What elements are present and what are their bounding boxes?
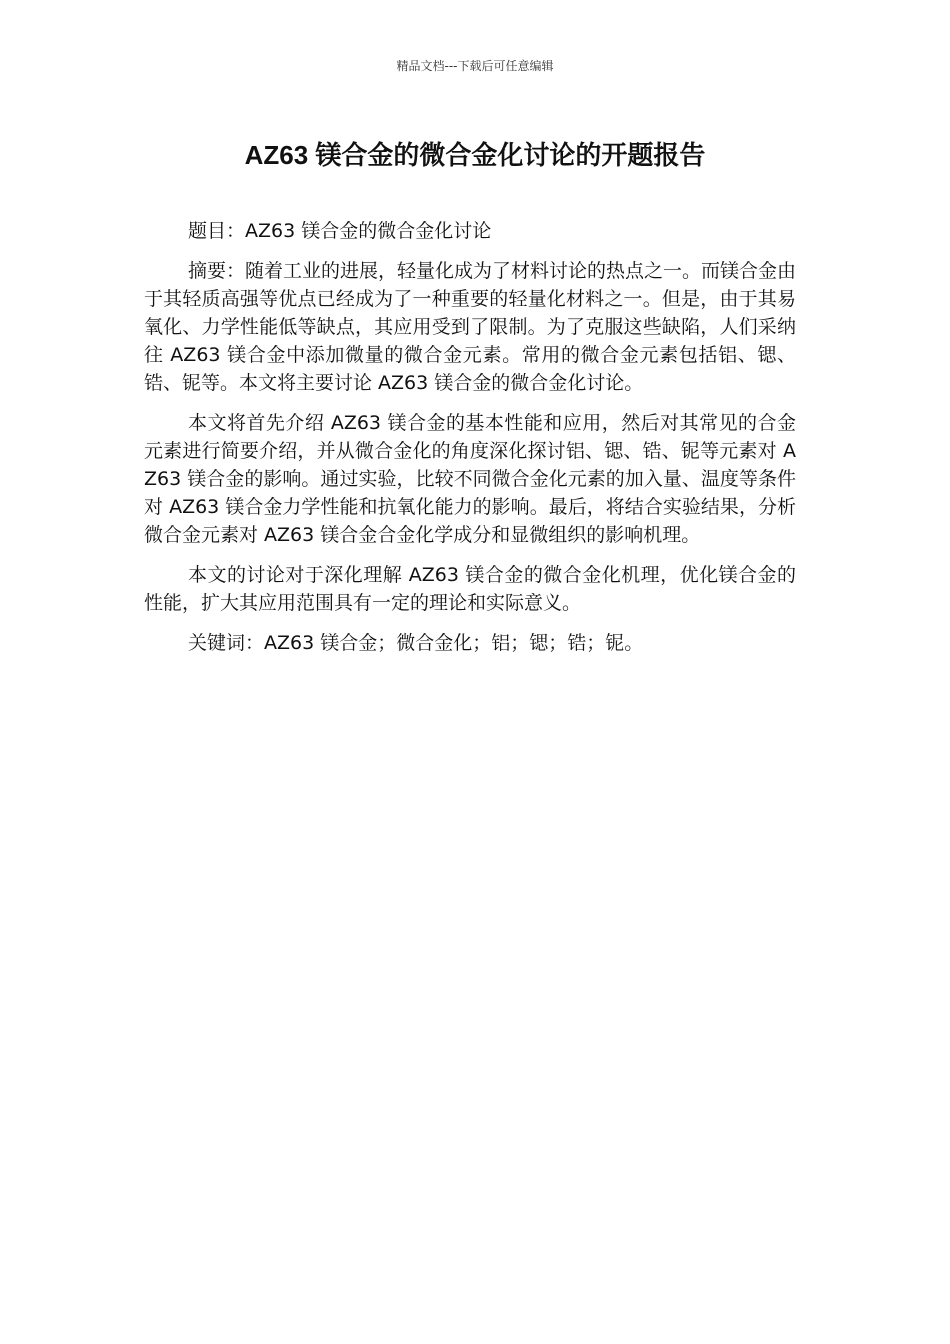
header-note: 精品文档---下载后可任意编辑 (396, 59, 554, 73)
keywords-line: 关键词：AZ63 镁合金；微合金化；铝；锶；锆；铌。 (188, 632, 644, 654)
body-paragraph-2: 本文的讨论对于深化理解 AZ63 镁合金的微合金化机理，优化镁合金的性能，扩大其应用范围具有一定的理论和实际意义。 (144, 564, 796, 614)
document-title: AZ63 镁合金的微合金化讨论的开题报告 (244, 140, 706, 170)
document-body (144, 217, 796, 669)
topic-line: 题目：AZ63 镁合金的微合金化讨论 (188, 220, 492, 242)
body-paragraph-1: 本文将首先介绍 AZ63 镁合金的基本性能和应用，然后对其常见的合金元素进行简要介绍，并从微合金化的角度深化探讨铝、锶、锆、铌等元素对 AZ63 镁合金的影响。通过实验，比较不同微合金化元素的加入量、温度等条件对 AZ63 镁合金力学性能和抗氧化能力的影响。最后，将结合实验结果，分析微合金元素对 AZ63 镁合金合金化学成分和显微组织的影响机理。 (144, 412, 796, 546)
abstract-paragraph: 摘要：随着工业的进展，轻量化成为了材料讨论的热点之一。而镁合金由于其轻质高强等优点已经成为了一种重要的轻量化材料之一。但是，由于其易氧化、力学性能低等缺点，其应用受到了限制。为了克服这些缺陷，人们采纳往 AZ63 镁合金中添加微量的微合金元素。常用的微合金元素包括铝、锶、锆、铌等。本文将主要讨论 AZ63 镁合金的微合金化讨论。 (144, 260, 797, 394)
